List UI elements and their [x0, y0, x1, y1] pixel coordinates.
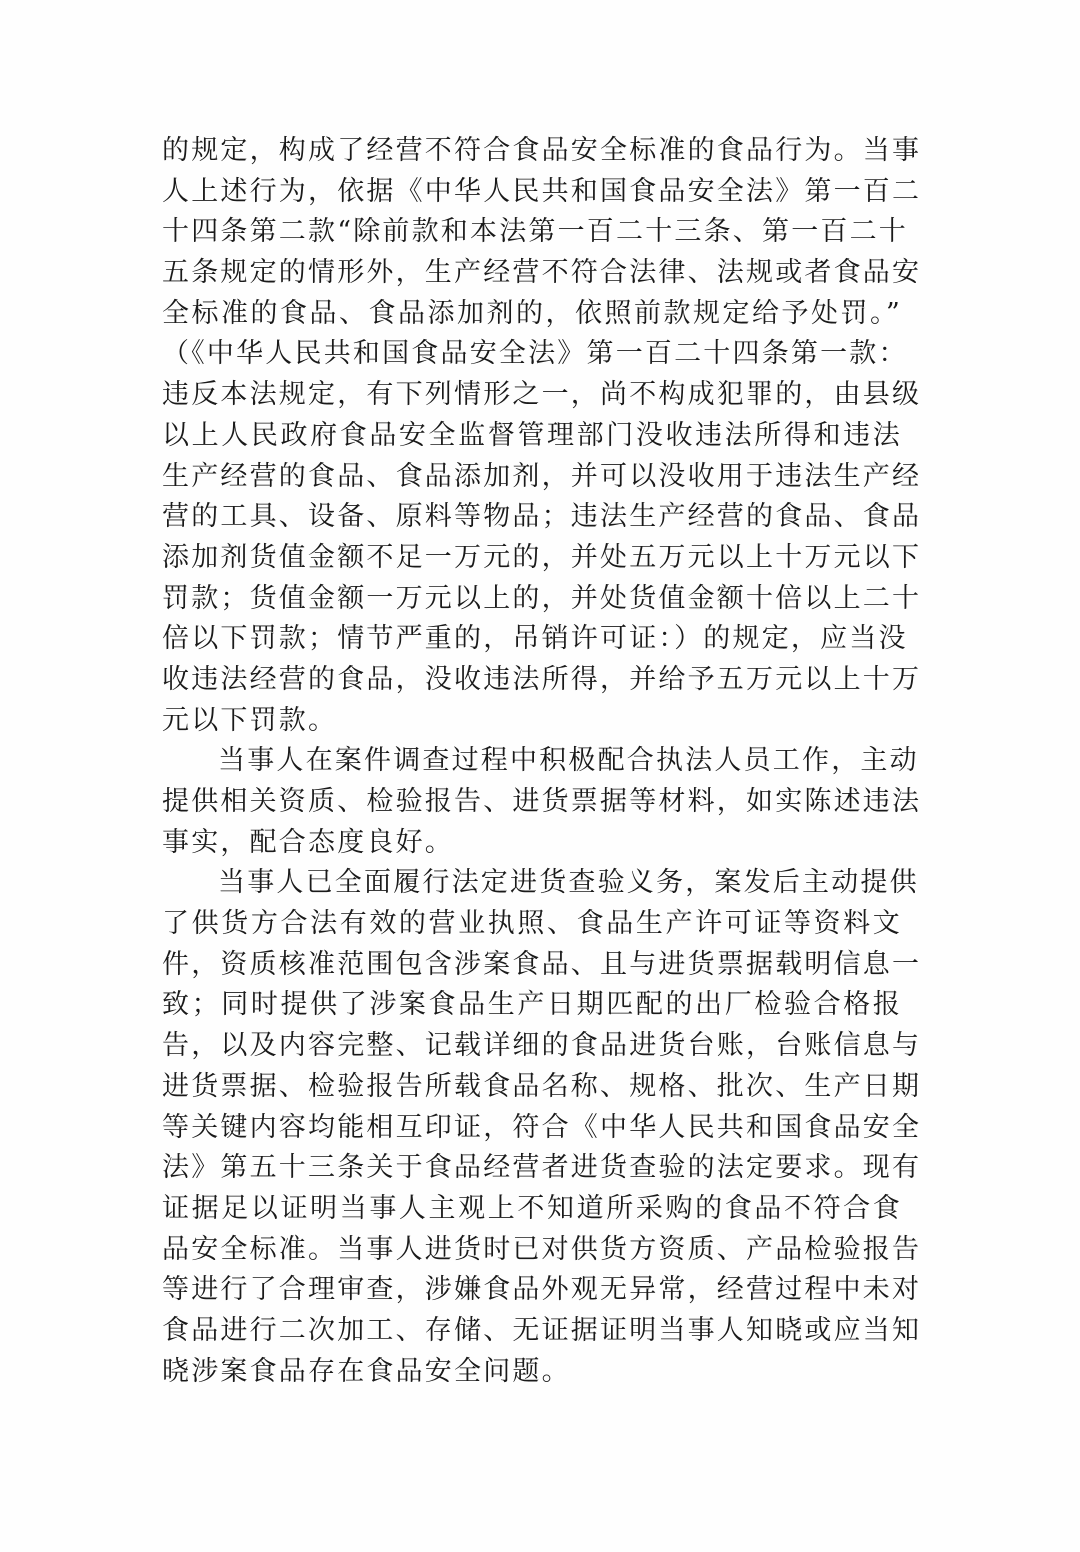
document-body: [162, 131, 922, 1392]
text-line: 十四条第二款“除前款和本法第一百二十三条、第一百二十: [162, 216, 909, 248]
text-line: 罚款；货值金额一万元以上的，并处货值金额十倍以上二十: [162, 582, 922, 614]
text-line: 告，以及内容完整、记载详细的食品进货台账，台账信息与: [162, 1030, 922, 1062]
text-line: 的规定，构成了经营不符合食品安全标准的食品行为。当事: [162, 135, 922, 166]
text-line: 晓涉案食品存在食品安全问题。: [162, 1355, 571, 1387]
text-line: （《中华人民共和国食品安全法》第一百二十四条第一款：: [162, 338, 908, 370]
text-line: 进货票据、检验报告所载食品名称、规格、批次、生产日期: [162, 1070, 922, 1102]
text-line: 当事人已全面履行法定进货查验义务，案发后主动提供: [218, 867, 919, 899]
text-line: 全标准的食品、食品添加剂的，依照前款规定给予处罚。”: [162, 297, 902, 329]
paragraph-legal-basis: [162, 131, 922, 741]
text-line: 食品进行二次加工、存储、无证据证明当事人知晓或应当知: [162, 1314, 922, 1346]
text-line: 人上述行为，依据《中华人民共和国食品安全法》第一百二: [162, 175, 922, 207]
text-line: 元以下罚款。: [162, 704, 338, 736]
text-line: 收违法经营的食品，没收违法所得，并给予五万元以上十万: [162, 663, 922, 695]
text-line: 营的工具、设备、原料等物品；违法生产经营的食品、食品: [162, 501, 922, 533]
text-line: 法》第五十三条关于食品经营者进货查验的法定要求。现有: [162, 1152, 922, 1184]
paragraph-cooperation: [162, 741, 922, 863]
text-line: 当事人在案件调查过程中积极配合执法人员工作，主动: [218, 745, 919, 777]
text-line: 等关键内容均能相互印证，符合《中华人民共和国食品安全: [162, 1111, 922, 1143]
text-line: 了供货方合法有效的营业执照、食品生产许可证等资料文: [162, 908, 902, 940]
text-line: 等进行了合理审查，涉嫌食品外观无异常，经营过程中未对: [162, 1274, 922, 1306]
text-line: 致；同时提供了涉案食品生产日期匹配的出厂检验合格报: [162, 989, 902, 1021]
text-line: 事实，配合态度良好。: [162, 826, 454, 858]
text-line: 生产经营的食品、食品添加剂，并可以没收用于违法生产经: [162, 460, 922, 492]
text-line: 违反本法规定，有下列情形之一，尚不构成犯罪的，由县级: [162, 379, 922, 411]
paragraph-inspection-duty: [162, 863, 922, 1392]
text-line: 证据足以证明当事人主观上不知道所采购的食品不符合食: [162, 1192, 902, 1224]
text-line: 件，资质核准范围包含涉案食品、且与进货票据载明信息一: [162, 948, 922, 980]
text-line: 品安全标准。当事人进货时已对供货方资质、产品检验报告: [162, 1233, 922, 1265]
text-line: 添加剂货值金额不足一万元的，并处五万元以上十万元以下: [162, 541, 922, 573]
text-line: 提供相关资质、检验报告、进货票据等材料，如实陈述违法: [162, 786, 922, 817]
text-line: 倍以下罚款；情节严重的，吊销许可证：）的规定，应当没: [162, 623, 908, 655]
text-line: 以上人民政府食品安全监督管理部门没收违法所得和违法: [162, 419, 902, 451]
text-line: 五条规定的情形外，生产经营不符合法律、法规或者食品安: [162, 257, 922, 289]
